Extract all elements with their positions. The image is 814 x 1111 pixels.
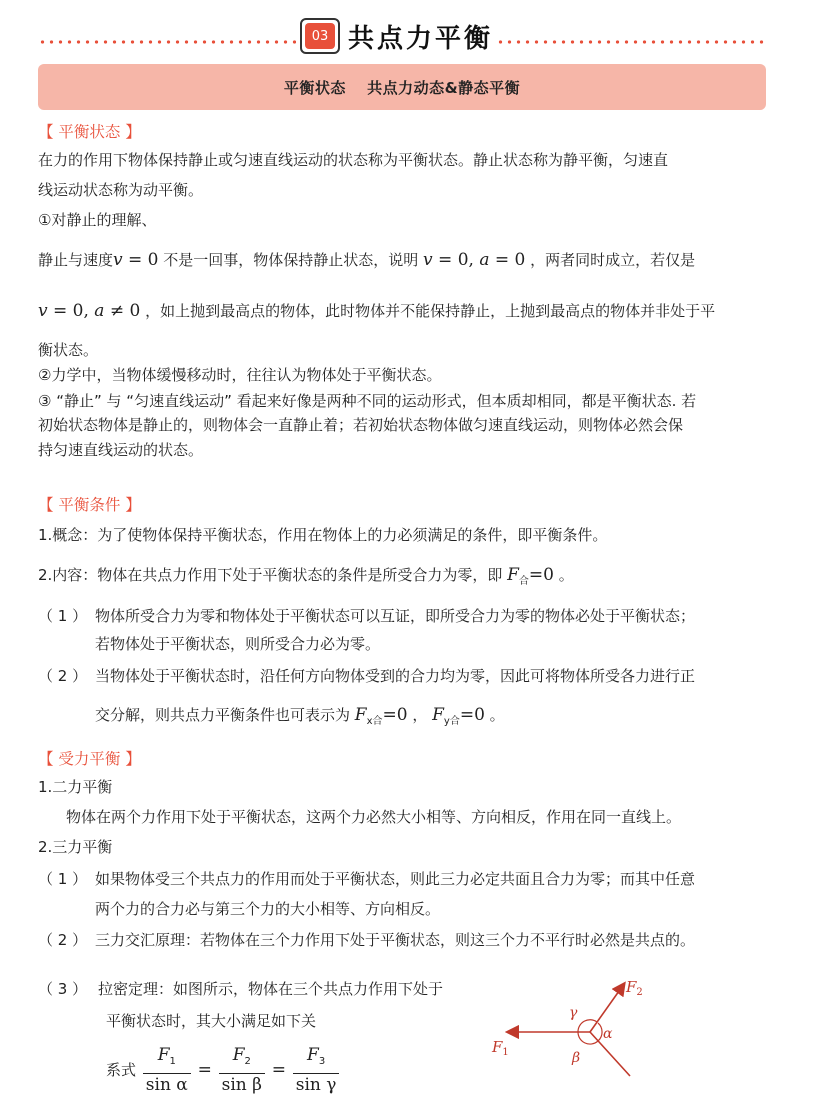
fraction-f1: $\frac{F_1}{\text{sin α}}$ [143,1044,191,1096]
paragraph: 物体在两个力作用下处于平衡状态，这两个力必然大小相等、方向相反，作用在同一直线上。 [66,808,682,826]
header-dots-right [496,40,766,44]
paragraph: 三力交汇原理：若物体在三个力作用下处于平衡状态，则这三个力不平行时必然是共点的。 [95,931,696,949]
label-gamma: γ [569,1005,578,1021]
paragraph: 若物体处于平衡状态，则所受合力必为零。 [95,635,381,653]
paragraph: 物体所受合力为零和物体处于平衡状态可以互证，即所受合力为零的物体必处于平衡状态； [95,607,696,625]
paragraph: 当物体处于平衡状态时，沿任何方向物体受到的合力均为零，因此可将物体所受各力进行正 [95,667,696,685]
fraction-f3: $\frac{F_3}{\text{sin γ}}$ [293,1044,340,1096]
section-banner: 平衡状态 共点力动态&静态平衡 [38,64,766,110]
lami-formula: 系式 $\frac{F_1}{\text{sin α}}$ = $\frac{F_2}{\text{sin β}}$ = $\frac{F_3}{\text{sin γ}}$ [106,1044,341,1096]
section-heading-force-balance: 【 受力平衡 】 [38,750,141,768]
paragraph: 衡状态。 [38,341,99,359]
label-beta: β [572,1050,581,1066]
label-alpha: α [603,1026,613,1042]
subheading: 2.三力平衡 [38,838,113,856]
paragraph-line: v = 0, a ≠ 0 ，如上抛到最高点的物体，此时物体并不能保持静止，上抛到最高点的物体并非处于平 [38,301,716,321]
header-dots-left [38,40,296,44]
label-f2: $F_2$ [626,978,643,998]
numbered-label: （ 2 ） [38,931,88,949]
force-f2-arrow [590,984,624,1032]
list-item: 持匀速直线运动的状态。 [38,441,204,459]
numbered-label: （ 1 ） [38,607,88,625]
list-item: ③ “静止” 与 “匀速直线运动” 看起来好像是两种不同的运动形式，但本质却相同，都是平衡状态. 若 [38,392,697,410]
paragraph: 在力的作用下物体保持静止或匀速直线运动的状态称为平衡状态。静止状态称为静平衡，匀速直 [38,151,669,169]
chapter-number-badge [300,18,340,54]
numbered-label: （ 3 ） [38,980,88,998]
numbered-label: （ 1 ） [38,870,88,888]
paragraph: 如果物体受三个共点力的作用而处于平衡状态，则此三力必定共面且合力为零；而其中任意 [95,870,696,888]
lami-force-diagram [490,972,660,1090]
numbered-label: （ 2 ） [38,667,88,685]
label-f1: $F_1$ [492,1038,509,1058]
angle-alpha-arc [598,1023,602,1041]
list-item: ②力学中，当物体缓慢移动时，往往认为物体处于平衡状态。 [38,366,442,384]
chapter-number: 03 [305,23,335,49]
subheading: 1.二力平衡 [38,778,113,796]
paragraph: 两个力的合力必与第三个力的大小相等、方向相反。 [95,900,441,918]
list-item: 初始状态物体是静止的，则物体会一直静止着；若初始状态物体做匀速直线运动，则物体必然会保 [38,416,684,434]
paragraph: 拉密定理：如图所示，物体在三个共点力作用下处于 [98,980,444,998]
paragraph: 平衡状态时，其大小满足如下关 [106,1012,317,1030]
paragraph: 1.概念：为了使物体保持平衡状态，作用在物体上的力必须满足的条件，即平衡条件。 [38,526,608,544]
paragraph-line: 静止与速度v = 0 不是一回事，物体保持静止状态，说明 v = 0, a = 0 ，两者同时成立，若仅是 [38,250,696,270]
paragraph: 线运动状态称为动平衡。 [38,181,204,199]
chapter-header [300,16,493,56]
chapter-title: 共点力平衡 [348,23,494,54]
paragraph-line: 2.内容：物体在共点力作用下处于平衡状态的条件是所受合力为零，即 $F_合=0$ 。 [38,565,574,587]
section-heading-balance-state: 【 平衡状态 】 [38,123,141,141]
paragraph-line: 交分解，则共点力平衡条件也可表示为 $F_{x合}=0$ ， $F_{y合}=0$ 。 [95,705,505,727]
section-heading-balance-condition: 【 平衡条件 】 [38,496,141,514]
fraction-f2: $\frac{F_2}{\text{sin β}}$ [219,1044,265,1096]
list-item: ①对静止的理解、 [38,211,157,229]
